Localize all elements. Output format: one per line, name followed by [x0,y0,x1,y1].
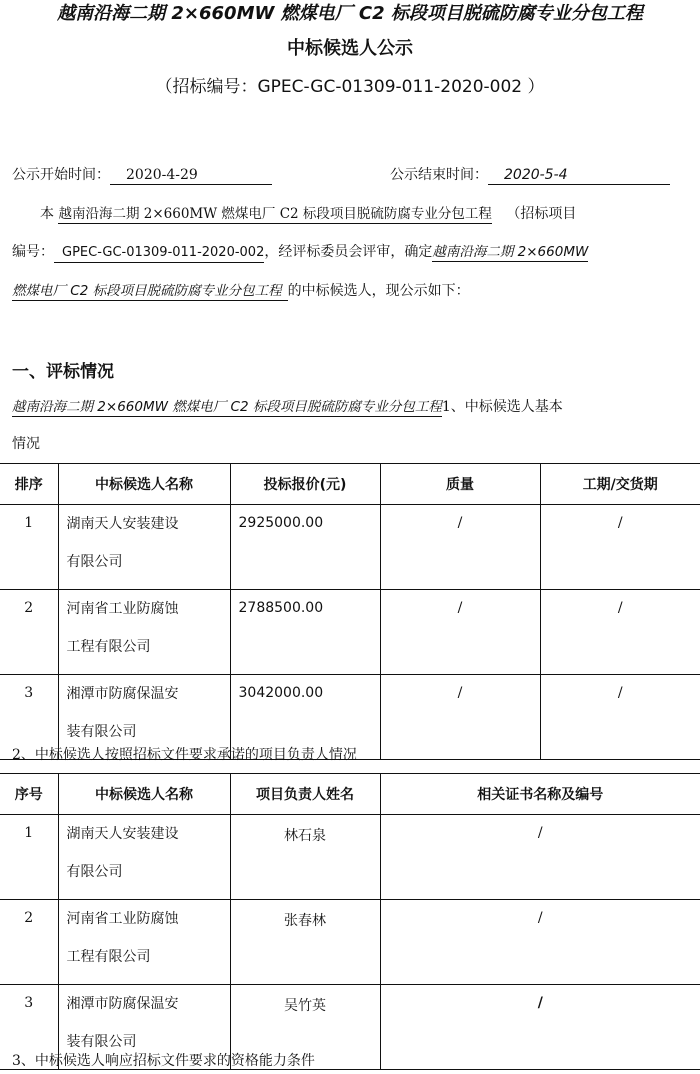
publish-end-label: 公示结束时间： [390,167,488,183]
cell-quality: / [380,590,540,675]
intro-line-3 [12,280,470,302]
intro-project-name: 越南沿海二期 2×660MW 燃煤电厂 C2 标段项目脱硫防腐专业分包工程 [58,206,492,222]
col-header-period: 工期/交货期 [540,464,700,505]
section1-project-italic: 越南沿海二期 2×660MW 燃煤电厂 C2 标段项目脱硫防腐专业分包工程 [12,399,442,415]
cell-period: / [540,590,700,675]
cell-period: / [540,675,700,760]
col-header-price: 投标报价(元) [230,464,380,505]
col-header-rank: 序号 [0,774,58,815]
table-row [0,505,700,590]
cell-name [58,497,230,582]
publish-start-label: 公示开始时间： [12,167,110,183]
cell-name-line2: 有限公司 [66,864,123,880]
section-heading-evaluation: 一、评标情况 [12,362,114,382]
intro-project-italic-a: 越南沿海二期 2×660MW [432,244,589,260]
intro-line-1 [40,203,576,225]
cell-certificate: / [380,985,700,1070]
cell-name-line2: 工程有限公司 [66,639,151,655]
col-header-rank: 排序 [0,464,58,505]
project-manager-table [0,773,700,1070]
cell-certificate: / [380,900,700,985]
col-header-quality: 质量 [380,464,540,505]
cell-rank: 3 [0,675,58,760]
publish-end-value: 2020-5-4 [488,166,670,185]
title-notice: 中标候选人公示 [287,38,413,59]
cell-rank: 2 [0,900,58,985]
intro-prefix: 本 [40,206,54,222]
cell-name-line1: 河南省工业防腐蚀 [66,911,179,927]
cell-price: 2788500.00 [230,590,380,675]
cell-name-line2: 装有限公司 [66,724,137,740]
table-row [0,900,700,985]
intro-code-label: 编号： [12,244,54,260]
table-row [0,590,700,675]
intro-suffix: 的中标候选人，现公示如下： [287,283,470,299]
publish-start-row [12,164,272,186]
intro-code-open: （招标项目 [506,206,577,222]
cell-manager: 吴竹英 [230,985,380,1070]
cell-name-line1: 河南省工业防腐蚀 [66,601,179,617]
section1-subline-2: 情况 [12,436,40,452]
table-row [0,815,700,900]
cell-quality: / [380,505,540,590]
cell-name-line2: 工程有限公司 [66,949,151,965]
section1-subline [12,396,563,418]
cell-quality: / [380,675,540,760]
cell-rank: 3 [0,985,58,1070]
cell-rank: 1 [0,505,58,590]
cell-name [58,807,230,892]
cell-name-line1: 湖南天人安装建设 [66,516,179,532]
title-project: 越南沿海二期 2×660MW 燃煤电厂 C2 标段项目脱硫防腐专业分包工程 [57,3,643,24]
cell-name [58,582,230,667]
title-tender-code: （招标编号：GPEC-GC-01309-011-2020-002 ） [155,77,545,97]
cell-name [58,667,230,752]
cell-manager: 张春林 [230,900,380,985]
col-header-certificate: 相关证书名称及编号 [380,774,700,815]
section1-sub-tail: 1、中标候选人基本 [441,399,563,415]
col-header-name: 中标候选人名称 [58,774,230,815]
cell-name-line1: 湖南天人安装建设 [66,826,179,842]
cell-name-line1: 湘潭市防腐保温安 [66,686,179,702]
cell-manager: 林石泉 [230,815,380,900]
col-header-name: 中标候选人名称 [58,464,230,505]
publish-end-row [390,164,670,186]
intro-project-italic-b: 燃煤电厂 C2 标段项目脱硫防腐专业分包工程 [12,282,288,301]
cell-certificate: / [380,815,700,900]
cell-rank: 1 [0,815,58,900]
publish-start-value: 2020-4-29 [110,166,272,185]
intro-middle: ，经评标委员会评审，确定 [264,244,433,260]
col-header-manager: 项目负责人姓名 [230,774,380,815]
cell-name [58,977,230,1062]
intro-code-value: GPEC-GC-01309-011-2020-002 [54,244,264,263]
intro-line-2 [12,241,588,263]
cell-price: 3042000.00 [230,675,380,760]
section3-caption: 3、中标候选人响应招标文件要求的资格能力条件 [12,1053,315,1069]
cell-name-line2: 有限公司 [66,554,123,570]
section2-caption: 2、中标候选人按照招标文件要求承诺的项目负责人情况 [12,747,357,763]
cell-price: 2925000.00 [230,505,380,590]
cell-period: / [540,505,700,590]
cell-name-line2: 装有限公司 [66,1034,137,1050]
cell-rank: 2 [0,590,58,675]
cell-name-line1: 湘潭市防腐保温安 [66,996,179,1012]
candidate-basic-table [0,463,700,760]
cell-name [58,892,230,977]
